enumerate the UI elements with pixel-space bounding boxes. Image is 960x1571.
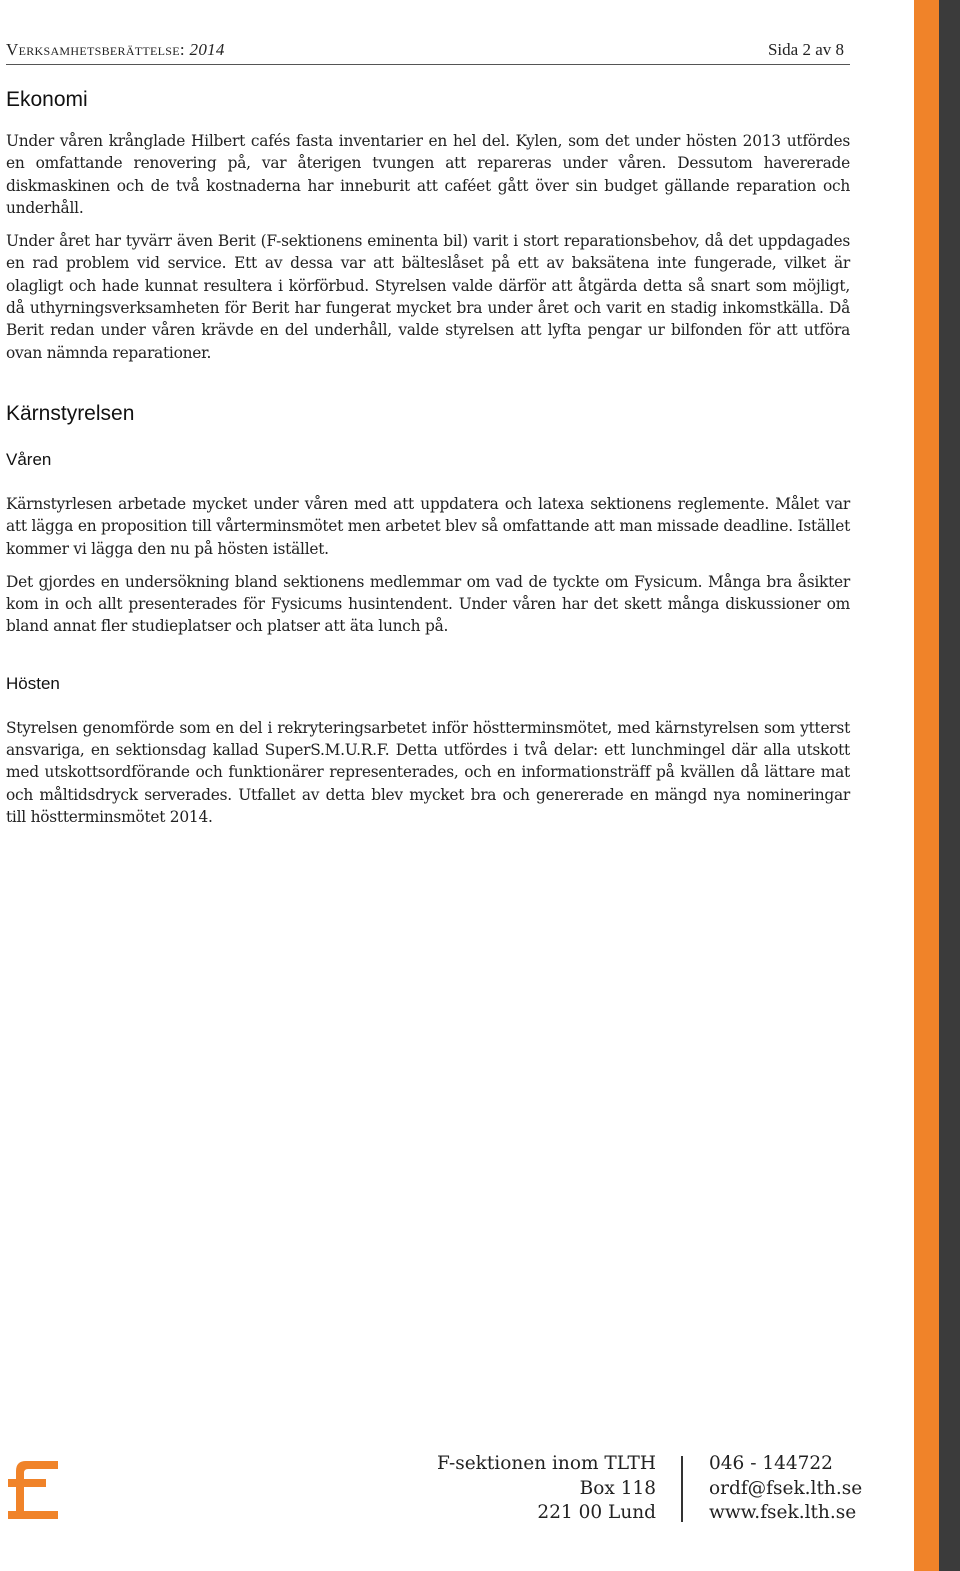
paragraph-varen-2: Det gjordes en undersökning bland sektionens medlemmar om vad de tyckte om Fysicum. Många bra åsikter kom in och allt presenterades för Fysicums husintendent. Under våren har det skett många diskussioner om bland annat fler studieplatser och platser att äta lunch på. <box>6 572 850 636</box>
header-title <box>6 40 225 60</box>
footer-city: 221 00 Lund <box>537 1502 656 1524</box>
footer-web[interactable]: www.fsek.lth.se <box>709 1502 857 1524</box>
header-title-text: Verksamhetsberättelse: <box>6 40 185 59</box>
paragraph-ekonomi-2: Under året har tyvärr även Berit (F-sektionens eminenta bil) varit i stort reparationsbehov, då det uppdagades en rad problem vid service. Ett av dessa var att bälteslåset på ett av baksätena inte fungerade, vilket är olagligt och hade kunnat resultera i körförbud. Styrelsen valde därför att åtgärda detta så snart som möjligt, då uthyrningsverksamheten för Berit har fungerat mycket bra under året och varit en stadig inkomstkälla. Då Berit redan under våren krävde en del underhåll, valde styrelsen att lyfta pengar ur bilfonden för att utföra ovan nämnda reparationer. <box>6 232 850 362</box>
footer-divider <box>681 1456 683 1522</box>
subsection-heading-hosten: Hösten <box>6 673 60 693</box>
header-year: 2014 <box>189 40 225 59</box>
page-header <box>6 38 850 65</box>
paragraph-ekonomi-1: Under våren krånglade Hilbert cafés fasta inventarier en hel del. Kylen, som det under hösten 2013 utfördes en omfattande renovering på, var återigen tvungen att repareras under våren. Dessutom havererade diskmaskinen och de två kostnaderna har inneburit att caféet gått över sin budget gällande reparation och underhåll. <box>6 132 850 217</box>
side-stripe-dark <box>939 0 960 1571</box>
footer-box: Box 118 <box>579 1477 656 1499</box>
section-heading-ekonomi: Ekonomi <box>6 88 88 111</box>
footer-email[interactable]: ordf@fsek.lth.se <box>709 1477 863 1499</box>
footer-org: F-sektionen inom TLTH <box>436 1453 656 1474</box>
page-number: Sida 2 av 8 <box>767 40 844 59</box>
subsection-heading-varen: Våren <box>6 449 52 469</box>
footer-contact <box>709 1452 862 1526</box>
page-content <box>6 86 850 828</box>
section-heading-karnstyrelsen: Kärnstyrelsen <box>6 401 135 425</box>
fsek-logo-icon <box>6 1455 60 1525</box>
side-stripe-orange <box>914 0 939 1571</box>
footer-phone: 046 - 144722 <box>709 1453 833 1474</box>
paragraph-varen-1: Kärnstyrlesen arbetade mycket under våren med att uppdatera och latexa sektionens reglemente. Målet var att lägga en proposition till vårterminsmötet men arbetet blev så omfattande att man missade deadline. Istället kommer vi lägga den nu på hösten istället. <box>6 494 850 558</box>
paragraph-hosten-1: Styrelsen genomförde som en del i rekryteringsarbetet inför höstterminsmötet, med kärnstyrelsen som ytterst ansvariga, en sektionsdag kallad SuperS.M.U.R.F. Detta utfördes i två delar: ett lunchmingel där alla utskott med utskottsordförande och funktionärer representerades, och en informationsträff på kvällen då lättare mat och måltidsdryck serverades. Utfallet av detta blev mycket bra och genererade en mängd nya nomineringar till höstterminsmötet 2014. <box>6 718 850 826</box>
footer-address <box>420 1452 656 1526</box>
